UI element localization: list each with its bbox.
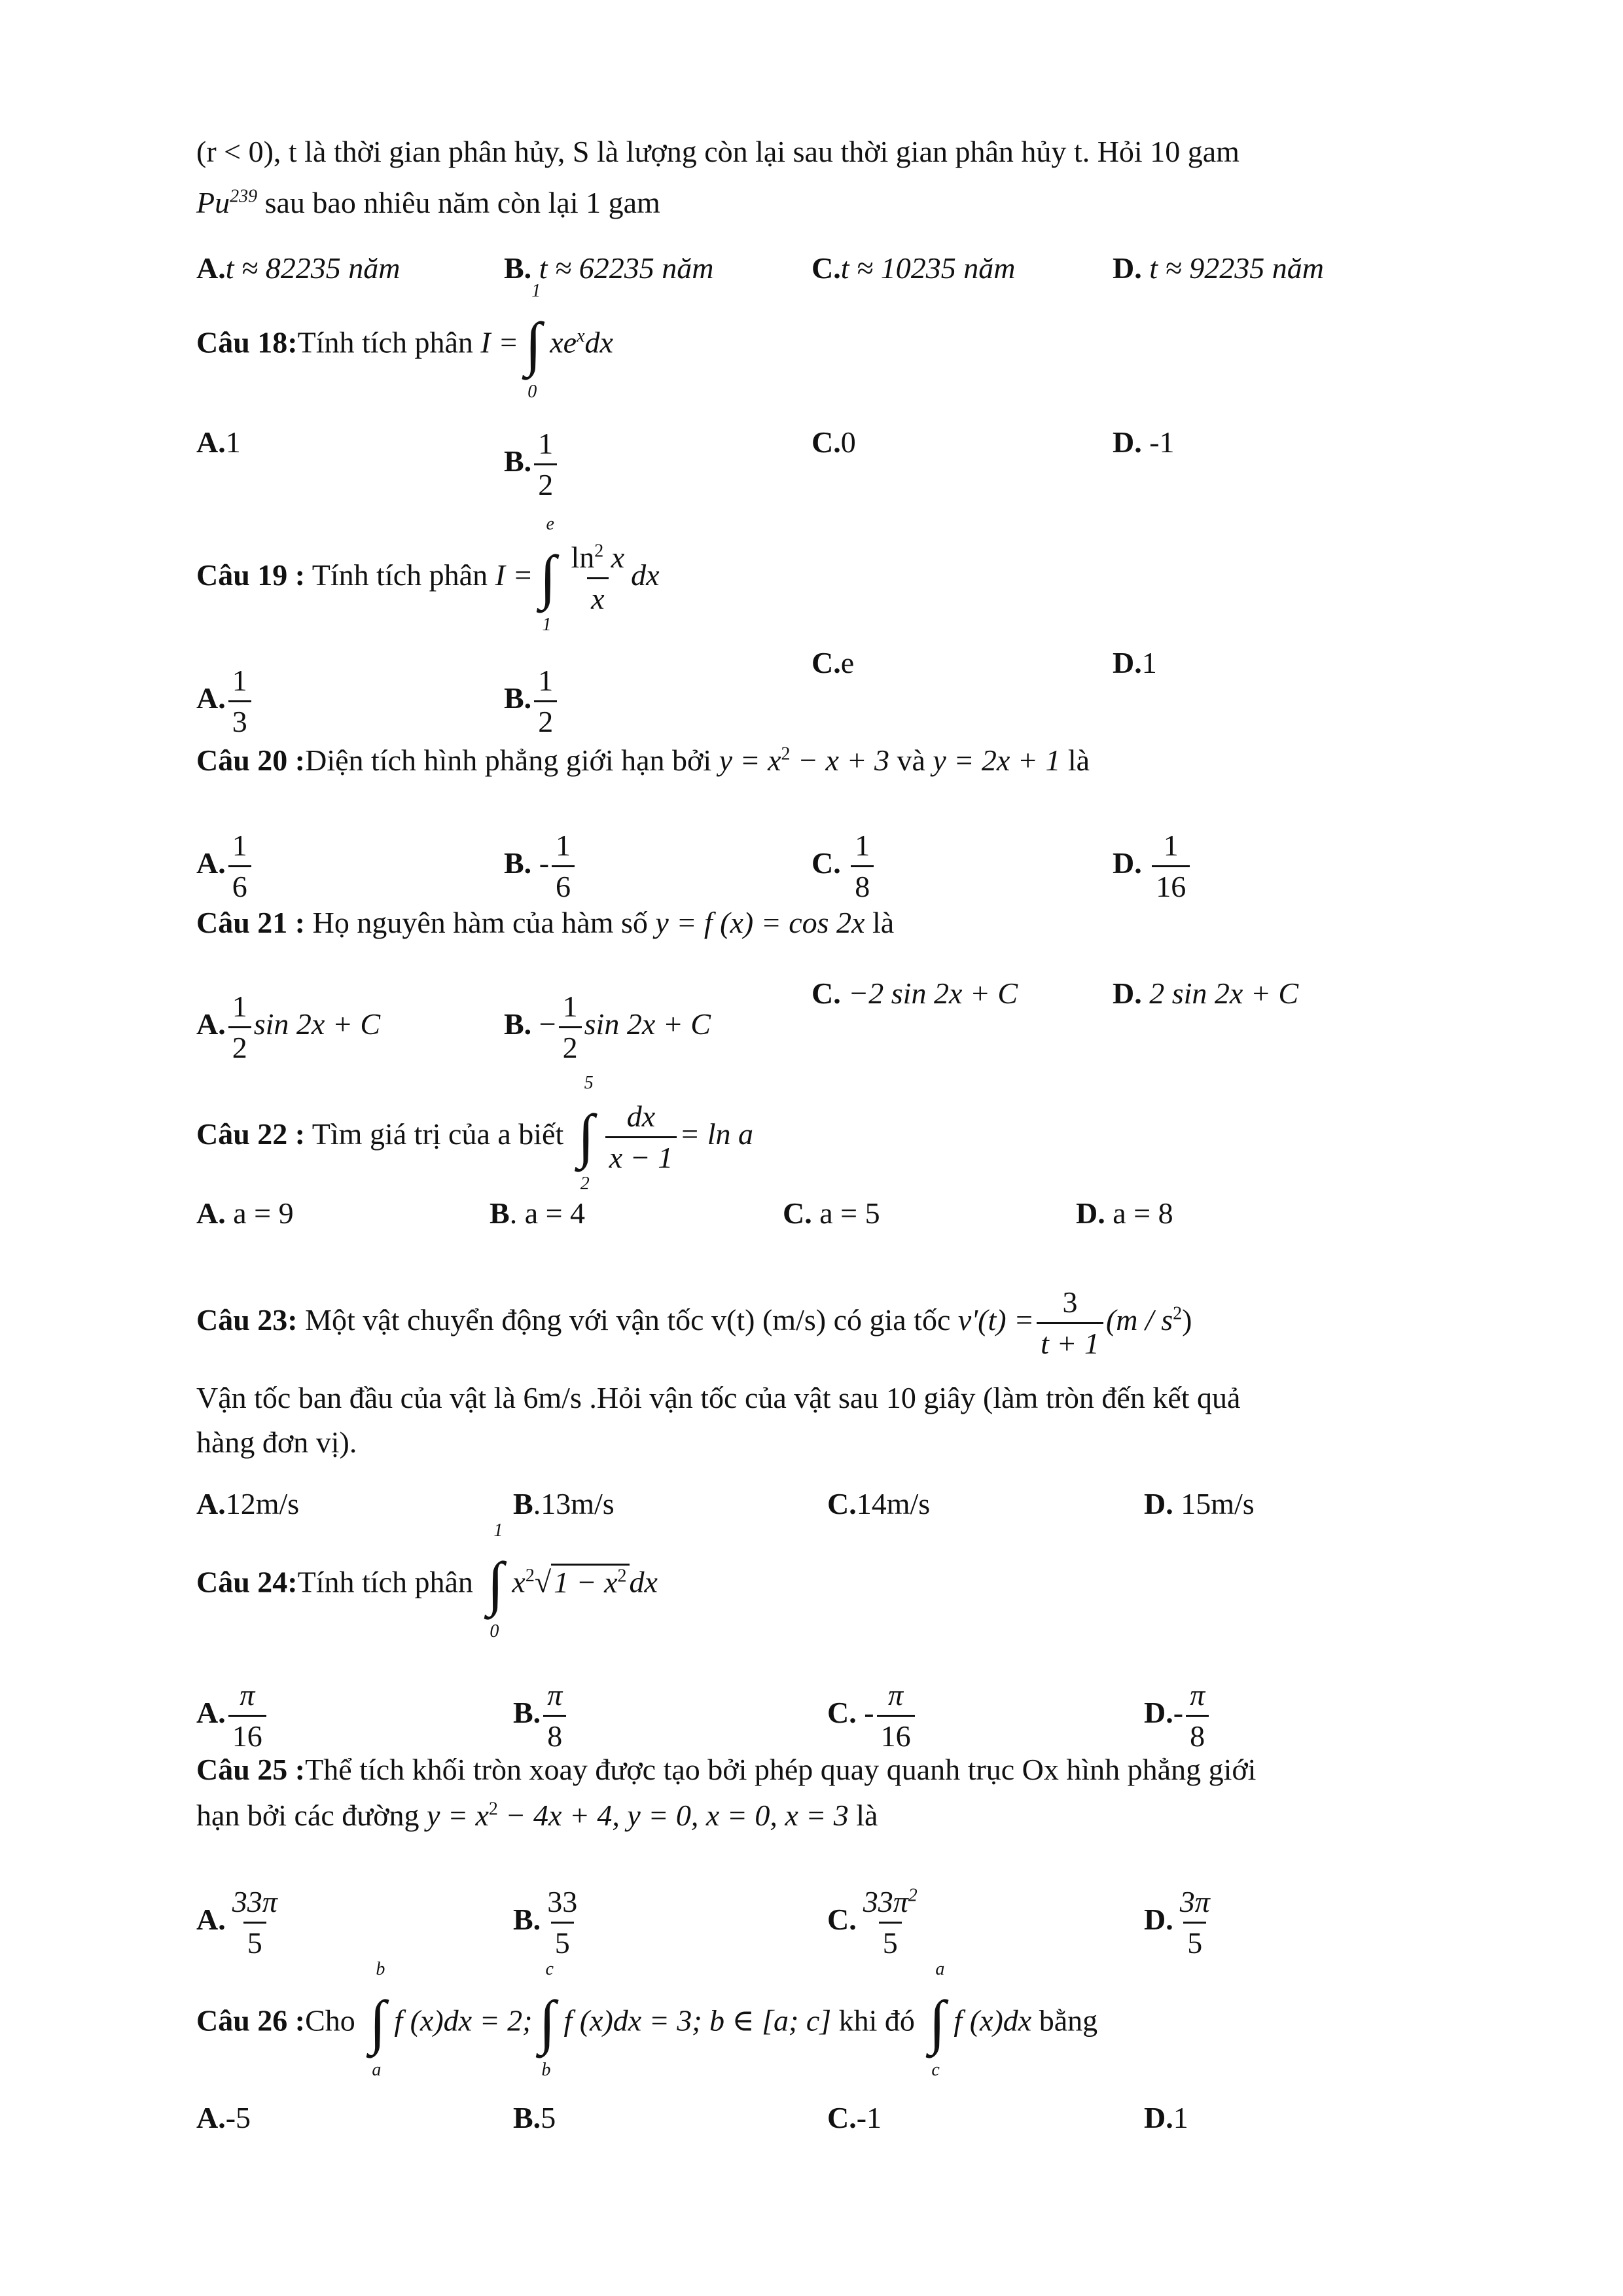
q25-option-c[interactable] [827, 1882, 924, 1963]
option-text: 1 [1173, 2101, 1188, 2134]
q17-intro-line-1 [196, 134, 1240, 170]
option-label: A. [196, 681, 226, 715]
option-label: A. [196, 2101, 226, 2134]
option-sign: − [531, 1007, 556, 1041]
q18-text: Tính tích phân [297, 325, 481, 359]
option-text: 1 [225, 425, 241, 459]
fraction [534, 424, 557, 505]
q19-den: x [587, 577, 608, 619]
integral-sign: ∫ 1 0 [487, 1520, 504, 1641]
option-text: . a = 4 [509, 1196, 586, 1230]
option-label: B. [504, 1007, 532, 1041]
fraction [552, 826, 575, 906]
fraction-denominator: 5 [1183, 1922, 1206, 1963]
integral-sign: ∫ b a [369, 1959, 386, 2080]
fraction-numerator: 1 [538, 427, 554, 460]
fraction-denominator: 16 [1152, 865, 1190, 906]
q21-option-d[interactable] [1113, 975, 1298, 1012]
option-label: C. [827, 2101, 857, 2134]
q26-i3-body: f (x)dx [954, 2003, 1032, 2037]
q24-option-d[interactable] [1144, 1676, 1211, 1756]
option-text: 0 [840, 425, 856, 459]
q26-mid: khi đó [831, 2003, 923, 2037]
option-text: -5 [225, 2101, 251, 2134]
option-label: D. [1113, 251, 1142, 285]
q23-para-2: hàng đơn vị). [196, 1426, 357, 1459]
option-label: A. [196, 251, 226, 285]
integral-upper: e [546, 513, 554, 534]
integral-sign: ∫ a c [929, 1959, 946, 2080]
q22-option-b[interactable] [490, 1195, 585, 1232]
q19-option-d[interactable] [1113, 645, 1157, 681]
fraction-denominator: 6 [228, 865, 251, 906]
q23-para-line-1 [196, 1380, 1240, 1416]
q19-num-var: x [603, 541, 625, 574]
q23-option-d[interactable] [1144, 1486, 1255, 1522]
q20-option-c[interactable] [812, 826, 876, 906]
fraction-numerator: 1 [1163, 829, 1179, 862]
option-text: 12m/s [225, 1487, 300, 1520]
q17-option-a[interactable] [196, 250, 400, 287]
q18-integrand-sup: x [577, 326, 585, 347]
fraction-numerator: 33π [863, 1885, 908, 1918]
option-text: −2 sin 2x + C [840, 977, 1018, 1010]
q20-option-d[interactable] [1113, 826, 1192, 906]
q19-option-b[interactable] [504, 661, 560, 742]
fraction-denominator: 6 [552, 865, 575, 906]
q22-option-c[interactable] [783, 1195, 880, 1232]
option-text: a = 9 [225, 1196, 294, 1230]
q23-unit-sup: 2 [1173, 1303, 1183, 1324]
option-label: D. [1144, 1487, 1173, 1520]
q23-label: Câu 23: [196, 1303, 298, 1337]
q19-math-pre: I = [495, 558, 533, 592]
fraction [228, 661, 251, 742]
option-label: D. [1113, 646, 1142, 679]
q25-line-2: hạn bởi các đường [196, 1799, 427, 1832]
fraction [228, 1676, 266, 1756]
option-label: A. [196, 425, 226, 459]
option-text: .13m/s [533, 1487, 615, 1520]
q23-option-c[interactable] [827, 1486, 930, 1522]
q17-intro-2: sau bao nhiêu năm còn lại 1 gam [257, 186, 660, 219]
option-text: a = 8 [1105, 1196, 1173, 1230]
integral-upper: a [935, 1959, 945, 1979]
q26-tail: bằng [1031, 2003, 1098, 2037]
integral-upper: c [545, 1959, 554, 1979]
q17-intro-1: (r < 0), t là thời gian phân hủy, S là lượng còn lại sau thời gian phân hủy t. Hỏi 10 gam [196, 135, 1240, 168]
option-rest: sin 2x + C [584, 1007, 711, 1041]
q21-option-a[interactable] [196, 987, 380, 1067]
option-label: A. [196, 1696, 226, 1730]
integral-upper: 1 [493, 1520, 503, 1541]
q25-option-a[interactable] [196, 1882, 284, 1963]
q24-text: Tính tích phân [297, 1565, 481, 1599]
option-label: C. [783, 1196, 812, 1230]
fraction-numerator-sup: 2 [908, 1885, 918, 1906]
fraction-denominator: 8 [543, 1715, 566, 1756]
fraction [1186, 1676, 1209, 1756]
q21-math: y = f (x) = cos 2x [655, 906, 865, 939]
fraction [228, 826, 251, 906]
q18-option-b[interactable] [504, 424, 560, 505]
fraction-denominator: 2 [534, 463, 557, 505]
q17-pu: Pu [196, 186, 230, 219]
fraction-denominator: 3 [228, 700, 251, 742]
q23-math-pre: v'(t) = [957, 1303, 1035, 1337]
q18-dx: dx [584, 325, 613, 359]
fraction [851, 826, 874, 906]
option-text: 14m/s [856, 1487, 931, 1520]
q25-label: Câu 25 : [196, 1753, 306, 1786]
q26-label: Câu 26 : [196, 2003, 306, 2037]
q23-option-b[interactable] [513, 1486, 615, 1522]
q22-option-d[interactable] [1076, 1195, 1173, 1232]
q18-option-c[interactable] [812, 424, 856, 461]
option-label: B. [513, 2101, 541, 2134]
q20-tail: là [1060, 744, 1090, 777]
q26-option-d[interactable] [1144, 2100, 1188, 2136]
fraction-denominator: 2 [559, 1026, 582, 1067]
q20-f1-sup: 2 [781, 744, 791, 764]
fraction [228, 1882, 281, 1963]
fraction-numerator: 3π [1179, 1885, 1210, 1918]
option-label: C. [812, 646, 841, 679]
option-text: t ≈ 92235 năm [1141, 251, 1324, 285]
option-text: -1 [856, 2101, 882, 2134]
fraction-denominator: 8 [851, 865, 874, 906]
fraction-numerator: 33π [232, 1885, 277, 1918]
q22-text: Tìm giá trị của a biết [305, 1117, 571, 1151]
option-text: t ≈ 10235 năm [840, 251, 1016, 285]
q26-i1-body: f (x)dx = 2; [394, 2003, 533, 2037]
option-text: -1 [1141, 425, 1175, 459]
q23-para-line-2 [196, 1424, 357, 1461]
option-text: t ≈ 82235 năm [225, 251, 401, 285]
option-label: C. [812, 251, 841, 285]
fraction-denominator: 16 [877, 1715, 915, 1756]
sqrt-icon: √ [534, 1565, 552, 1599]
q19-num-ln: ln [571, 541, 595, 574]
fraction-denominator: 5 [551, 1922, 574, 1963]
q25-f-b: − 4x + 4, y = 0, x = 0, x = 3 [497, 1799, 849, 1832]
fraction-numerator: 1 [556, 829, 571, 862]
option-text: a = 5 [812, 1196, 880, 1230]
fraction [1152, 826, 1190, 906]
fraction-numerator: 1 [232, 990, 247, 1023]
integral-sign: ∫ 5 2 [577, 1072, 594, 1194]
q24-option-b[interactable] [513, 1676, 569, 1756]
fraction [543, 1882, 581, 1963]
fraction-numerator: 33 [547, 1885, 578, 1918]
integral-lower: 0 [527, 382, 537, 402]
integral-lower: 1 [542, 614, 552, 635]
option-text: 5 [541, 2101, 556, 2134]
option-label: B. [504, 846, 532, 880]
q21-option-b[interactable] [504, 987, 711, 1067]
option-label: A. [196, 1903, 226, 1937]
q26-text: Cho [305, 2003, 363, 2037]
option-label: C. [812, 977, 841, 1010]
q20-f2: y = 2x + 1 [933, 744, 1061, 777]
fraction-denominator: 16 [228, 1715, 266, 1756]
integral-sign: ∫ 1 0 [525, 281, 542, 402]
q24-x-sup: 2 [525, 1566, 535, 1587]
q25-tail: là [848, 1799, 878, 1832]
q19-num-sup: 2 [594, 541, 604, 562]
q18-label: Câu 18: [196, 325, 298, 359]
q24-dx: dx [629, 1565, 658, 1599]
fraction-denominator: 5 [243, 1922, 266, 1963]
q24-stem [196, 1520, 658, 1641]
q17-option-c[interactable] [812, 250, 1015, 287]
option-sign: - [856, 1696, 874, 1730]
option-label: D. [1144, 2101, 1173, 2134]
q25-line-1: Thể tích khối tròn xoay được tạo bởi phép quay quanh trục Ox hình phẳng giới [305, 1753, 1257, 1786]
q20-label: Câu 20 : [196, 744, 306, 777]
option-label: A. [196, 1487, 226, 1520]
option-label: A. [196, 1196, 226, 1230]
integral-lower: b [541, 2060, 551, 2080]
integral-upper: 5 [584, 1072, 594, 1093]
integral-lower: 0 [490, 1621, 499, 1641]
q25-option-d[interactable] [1144, 1882, 1217, 1963]
q23-unit-b: ) [1182, 1303, 1192, 1337]
q26-stem [196, 1959, 1098, 2080]
option-label: D. [1113, 425, 1142, 459]
option-sign: - [531, 846, 550, 880]
q21-stem [196, 905, 894, 941]
option-label: A. [196, 1007, 226, 1041]
q23-unit-a: (m / s [1105, 1303, 1173, 1337]
q19-text: Tính tích phân [305, 558, 495, 592]
q18-option-a[interactable] [196, 424, 241, 461]
option-text: e [840, 646, 855, 679]
q19-stem [196, 513, 660, 635]
q23-num: 3 [1062, 1285, 1078, 1319]
q17-option-d[interactable] [1113, 250, 1324, 287]
q23-fraction [1037, 1283, 1103, 1363]
option-label: D. [1076, 1196, 1105, 1230]
q25-f-a: y = x [427, 1799, 489, 1832]
option-label: C. [812, 846, 841, 880]
q26-option-a[interactable] [196, 2100, 251, 2136]
q26-i2-body: f (x)dx = 3; b ∈ [a; c] [563, 2003, 832, 2037]
option-label: D. [1113, 977, 1142, 1010]
q25-f-sup: 2 [488, 1799, 498, 1820]
q26-option-b[interactable] [513, 2100, 556, 2136]
q18-math-pre: I = [480, 325, 519, 359]
q24-sqrt-a: 1 − x [554, 1565, 618, 1599]
q24-option-c[interactable] [827, 1676, 918, 1756]
q20-option-a[interactable] [196, 826, 254, 906]
q22-option-a[interactable] [196, 1195, 294, 1232]
option-sign: - [1173, 1696, 1184, 1730]
option-label: B [513, 1487, 533, 1520]
fraction [228, 987, 251, 1067]
q20-text: Diện tích hình phẳng giới hạn bởi [305, 744, 719, 777]
q25-stem-line-2 [196, 1797, 878, 1834]
q22-num: dx [626, 1100, 656, 1133]
fraction-numerator: π [1190, 1678, 1205, 1712]
fraction-numerator: 1 [562, 990, 578, 1023]
option-label: C. [827, 1903, 857, 1937]
q20-option-b[interactable] [504, 826, 577, 906]
option-label: C. [827, 1487, 857, 1520]
integral-sign: ∫ e 1 [539, 513, 556, 635]
fraction [1176, 1882, 1214, 1963]
q23-stem [196, 1283, 1192, 1363]
option-text: 15m/s [1173, 1487, 1255, 1520]
option-label: C. [812, 425, 841, 459]
integral-lower: a [372, 2060, 382, 2080]
q22-label: Câu 22 : [196, 1117, 306, 1151]
option-label: C. [827, 1696, 857, 1730]
option-label: D. [1144, 1696, 1173, 1730]
q19-dx: dx [631, 558, 660, 592]
fraction-numerator: 1 [855, 829, 870, 862]
option-label: B. [504, 251, 532, 285]
fraction-denominator: 2 [228, 1026, 251, 1067]
q23-den: t + 1 [1037, 1322, 1103, 1363]
q19-option-c[interactable] [812, 645, 854, 681]
q20-f1-a: y = x [719, 744, 781, 777]
q24-x: x [512, 1565, 526, 1599]
q19-option-a[interactable] [196, 661, 254, 742]
fraction [534, 661, 557, 742]
q17-intro-line-2 [196, 185, 660, 221]
q24-label: Câu 24: [196, 1565, 298, 1599]
q22-stem [196, 1072, 754, 1194]
q19-label: Câu 19 : [196, 558, 306, 592]
integral-upper: 1 [531, 281, 541, 301]
fraction-numerator: π [888, 1678, 904, 1712]
q18-stem [196, 281, 613, 402]
q26-option-c[interactable] [827, 2100, 882, 2136]
option-label: A. [196, 846, 226, 880]
integral-sign: ∫ c b [539, 1959, 556, 2080]
q20-stem [196, 742, 1090, 779]
option-label: B. [513, 1696, 541, 1730]
option-text: 1 [1141, 646, 1157, 679]
integral-lower: 2 [580, 1173, 590, 1194]
fraction [877, 1676, 915, 1756]
q18-option-d[interactable] [1113, 424, 1175, 461]
fraction-numerator: π [547, 1678, 563, 1712]
q23-text: Một vật chuyển động với vận tốc v(t) (m/s) có gia tốc [297, 1303, 958, 1337]
option-text: 2 sin 2x + C [1141, 977, 1299, 1010]
q24-option-a[interactable] [196, 1676, 269, 1756]
q18-integrand: xe [550, 325, 577, 359]
integral-upper: b [376, 1959, 385, 1979]
q25-stem-line-1 [196, 1751, 1256, 1788]
option-sign [1142, 846, 1150, 880]
fraction-numerator: π [240, 1678, 255, 1712]
option-label: D. [1144, 1903, 1173, 1937]
integral-lower: c [931, 2060, 940, 2080]
fraction-denominator: 5 [879, 1922, 902, 1963]
q22-fraction [605, 1097, 677, 1177]
fraction [859, 1882, 921, 1963]
option-label: B. [504, 444, 532, 478]
option-rest: sin 2x + C [253, 1007, 381, 1041]
fraction-numerator: 1 [232, 829, 247, 862]
q23-para-1: Vận tốc ban đầu của vật là 6m/s .Hỏi vận tốc của vật sau 10 giây (làm tròn đến kết quả [196, 1381, 1241, 1414]
q21-tail: là [865, 906, 895, 939]
q24-sqrt-sup: 2 [617, 1566, 627, 1587]
option-label: D. [1113, 846, 1142, 880]
q21-text: Họ nguyên hàm của hàm số [305, 906, 656, 939]
q21-option-c[interactable] [812, 975, 1018, 1012]
q20-f1-b: − x + 3 [790, 744, 889, 777]
option-text: t ≈ 62235 năm [531, 251, 714, 285]
option-sign [841, 846, 849, 880]
fraction [543, 1676, 566, 1756]
q21-label: Câu 21 : [196, 906, 306, 939]
fraction [559, 987, 582, 1067]
fraction-numerator: 1 [538, 664, 554, 697]
q23-option-a[interactable] [196, 1486, 299, 1522]
q22-den: x − 1 [605, 1136, 677, 1177]
option-label: B. [504, 681, 532, 715]
option-label: B. [513, 1903, 541, 1937]
fraction-numerator: 1 [232, 664, 247, 697]
fraction-denominator: 8 [1186, 1715, 1209, 1756]
option-label: B [490, 1196, 510, 1230]
q25-option-b[interactable] [513, 1882, 584, 1963]
q24-sqrt-body [551, 1564, 629, 1599]
q19-fraction [567, 538, 628, 619]
q22-rest: = ln a [679, 1117, 754, 1151]
q20-and: và [889, 744, 933, 777]
q17-pu-sup: 239 [230, 186, 258, 207]
fraction-denominator: 2 [534, 700, 557, 742]
